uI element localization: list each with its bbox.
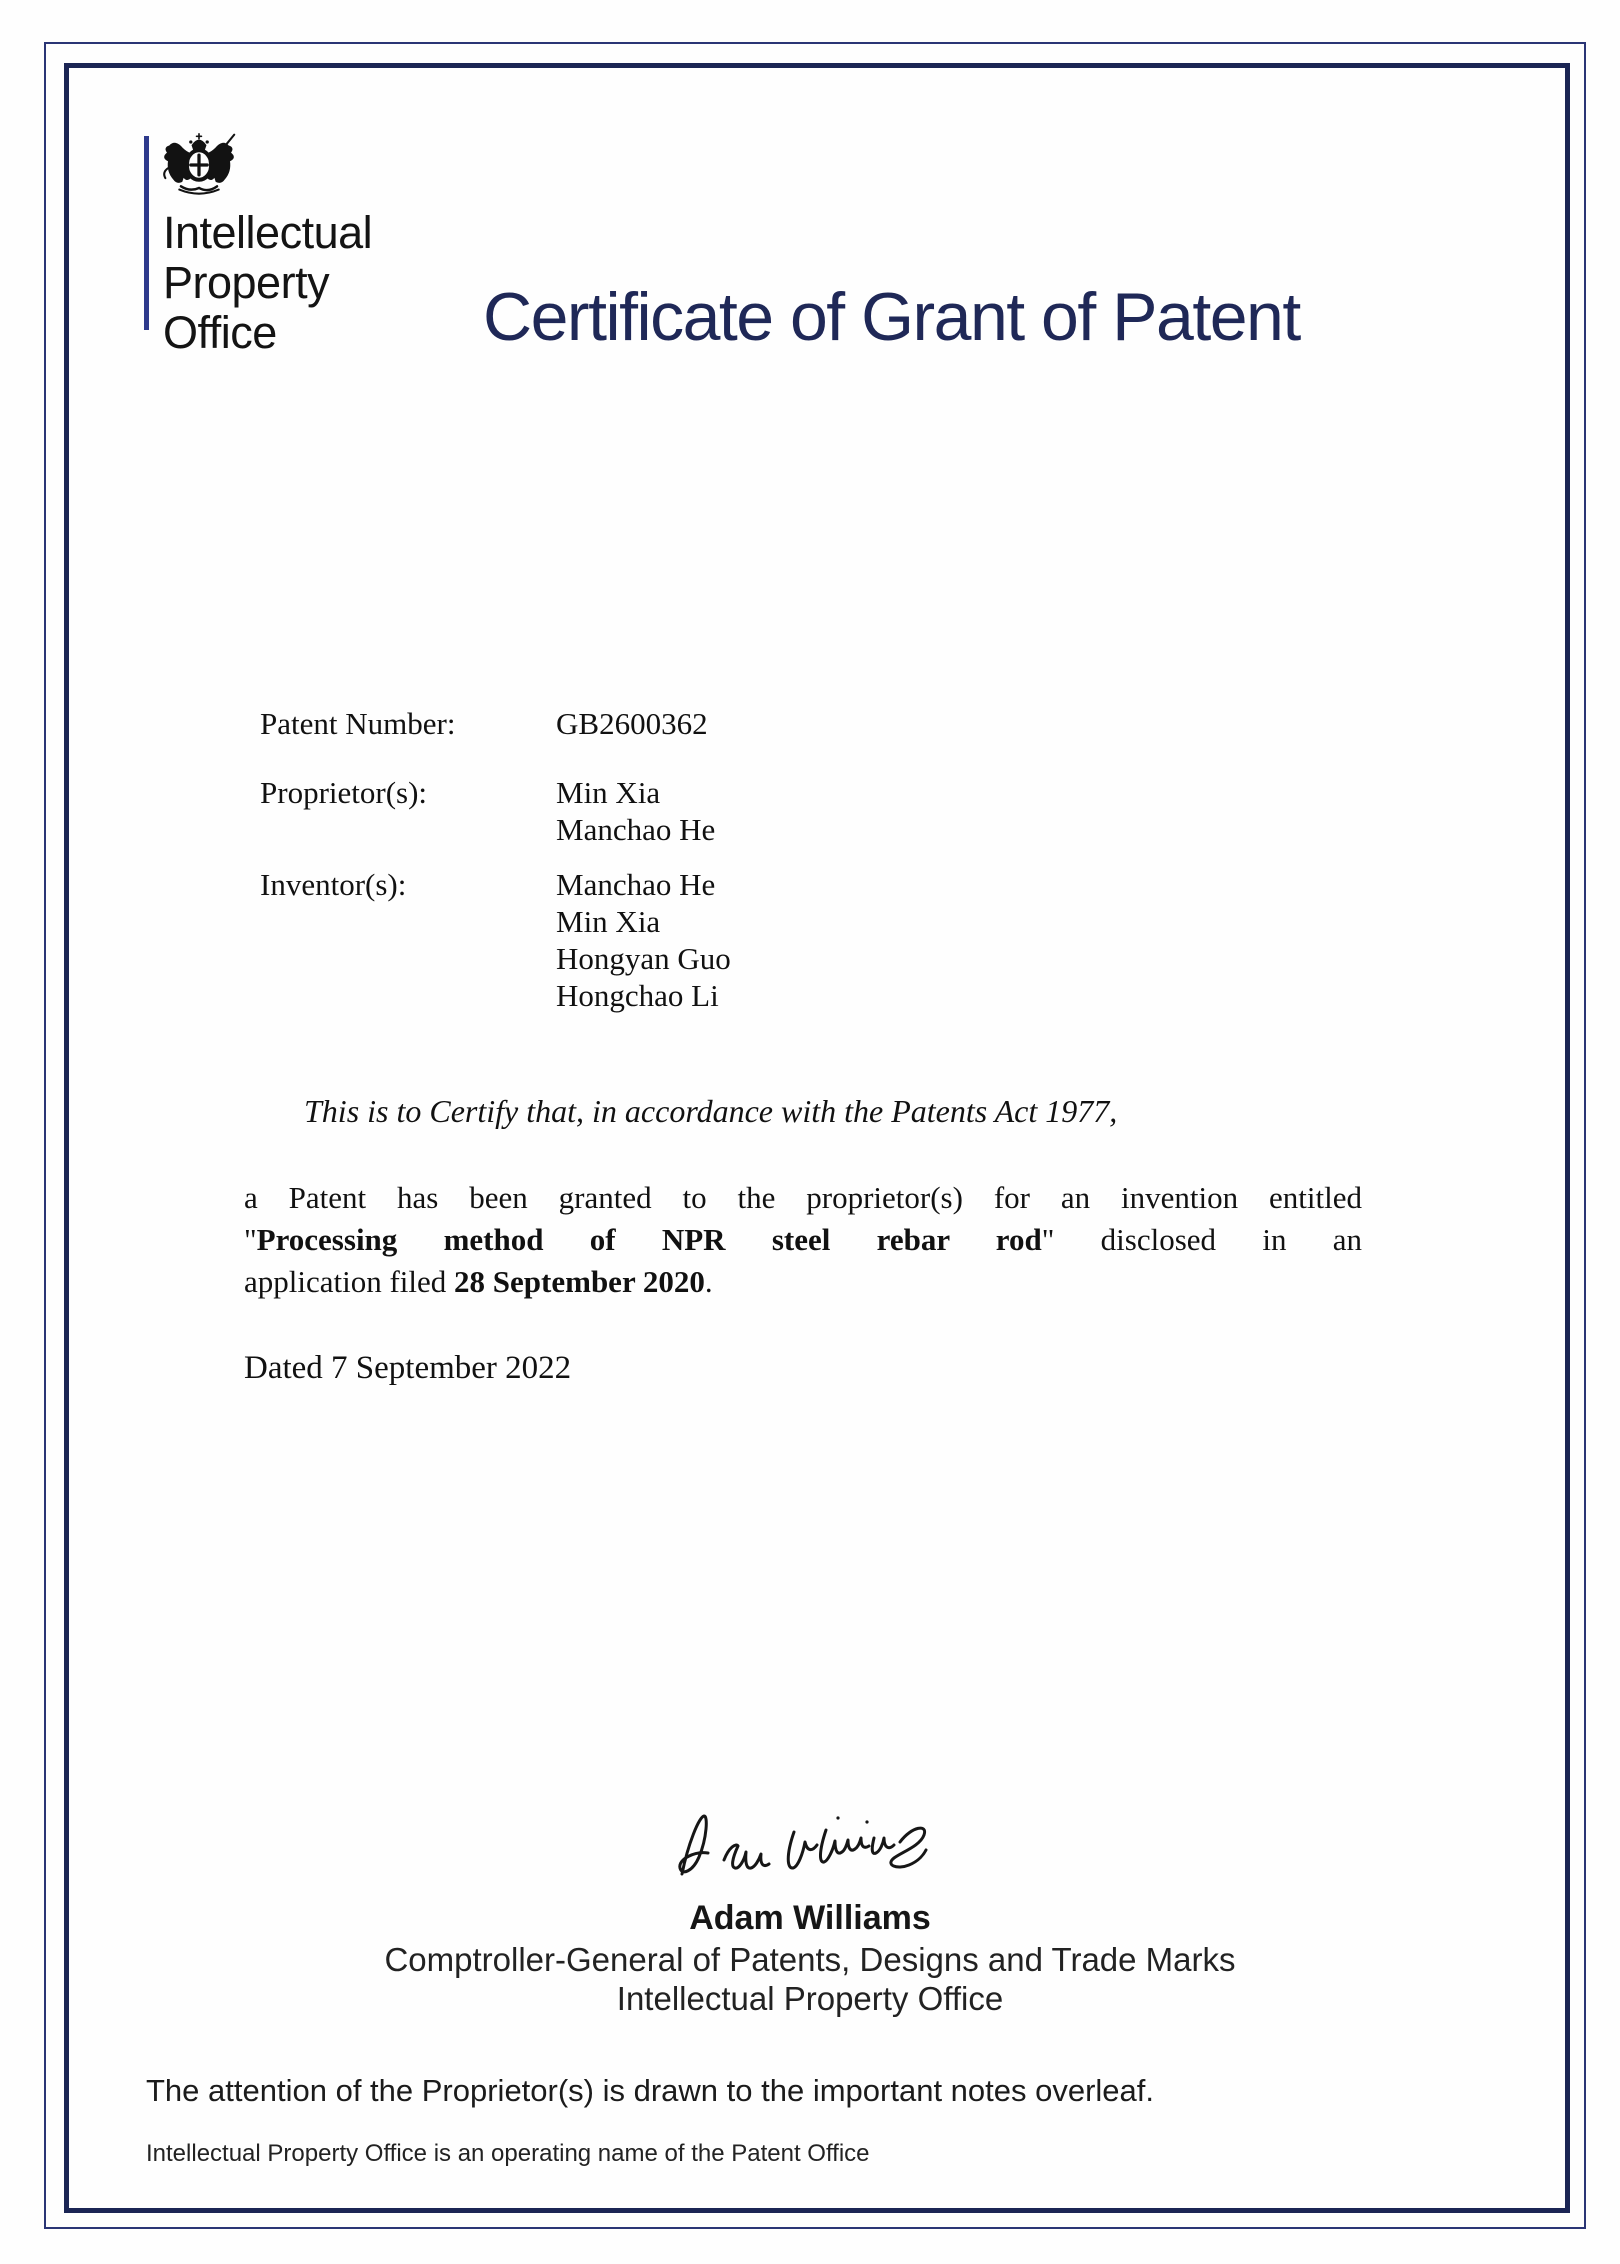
inventor-name: Hongchao Li: [556, 978, 719, 1013]
logo-vertical-bar: [144, 136, 149, 330]
inventor-name: Manchao He: [556, 867, 716, 902]
filed-text: application filed: [244, 1264, 455, 1299]
operating-name-note: Intellectual Property Office is an operating name of the Patent Office: [146, 2140, 870, 2167]
patent-number-value: GB2600362: [556, 706, 708, 741]
invention-title: Processing method of NPR steel rebar rod: [256, 1222, 1042, 1257]
patent-number-row: [260, 705, 708, 742]
proprietors-label: Proprietor(s):: [260, 775, 428, 810]
quote-open: ": [244, 1222, 257, 1257]
signatory-role: Comptroller-General of Patents, Designs and Trade Marks: [384, 1941, 1236, 1978]
logo-line-property: Property: [163, 257, 330, 308]
dated-line: Dated 7 September 2022: [244, 1350, 572, 1386]
grant-paragraph: [244, 1177, 1362, 1303]
inventors-label: Inventor(s):: [260, 867, 407, 902]
inventor-name: Min Xia: [556, 904, 661, 939]
proprietors-row: [260, 774, 715, 848]
patent-number-label: Patent Number:: [260, 706, 456, 741]
certificate-title: Certificate of Grant of Patent: [483, 279, 1300, 355]
signatory-name: Adam Williams: [689, 1899, 931, 1937]
certify-statement: This is to Certify that, in accordance with the Patents Act 1977,: [304, 1093, 1118, 1129]
quote-close-text: " disclosed in an: [1041, 1222, 1362, 1257]
inner-border: [64, 63, 1570, 2213]
proprietor-name: Min Xia: [556, 775, 661, 810]
logo-line-intellectual: Intellectual: [163, 207, 373, 258]
royal-coat-of-arms-icon: [158, 132, 240, 198]
period: .: [704, 1264, 713, 1299]
attention-note: The attention of the Proprietor(s) is drawn to the important notes overleaf.: [146, 2073, 1155, 2108]
logo-line-office: Office: [163, 307, 277, 358]
grant-paragraph-line2: [244, 1219, 1362, 1261]
grant-paragraph-line3: [244, 1261, 1362, 1303]
signatory-office: Intellectual Property Office: [616, 1980, 1004, 2017]
inventors-row: [260, 866, 731, 1014]
inventor-name: Hongyan Guo: [556, 941, 731, 976]
proprietor-name: Manchao He: [556, 812, 716, 847]
grant-paragraph-line1: a Patent has been granted to the proprietor(s) for an invention entitled: [244, 1180, 1362, 1215]
logo-text: [163, 208, 372, 358]
signature-image: [668, 1808, 960, 1890]
filing-date: 28 September 2020: [454, 1264, 705, 1299]
